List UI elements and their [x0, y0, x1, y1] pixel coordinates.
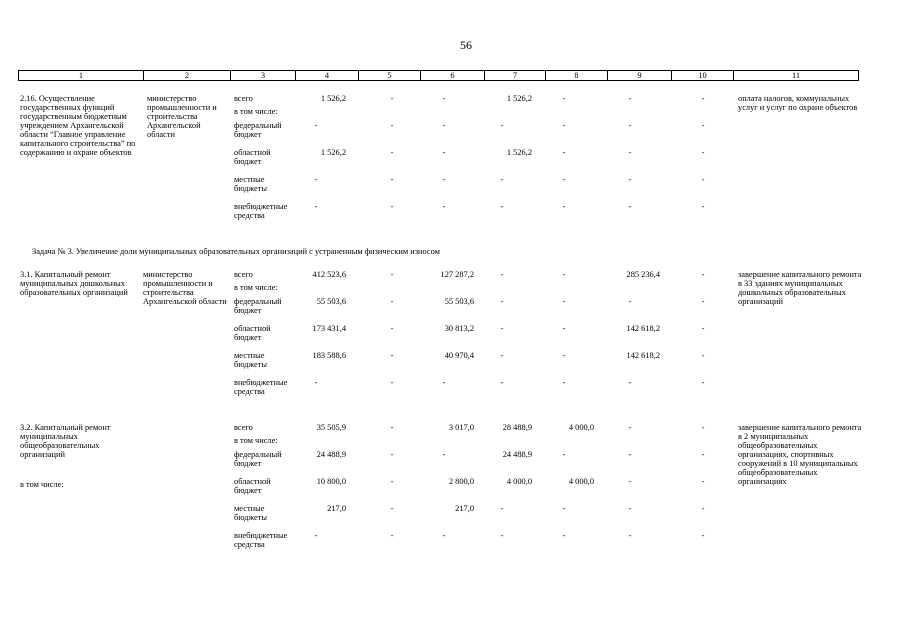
budget-value: 217,0	[327, 504, 346, 513]
budget-value: -	[390, 324, 394, 333]
budget-value: -	[562, 378, 566, 387]
budget-line-label: в том числе:	[234, 107, 278, 116]
row-executor: министерство промышленности и строительства Архангельской области	[147, 94, 217, 139]
budget-value: -	[562, 270, 566, 279]
budget-value: 1 526,2	[320, 94, 346, 103]
budget-value: -	[390, 175, 394, 184]
budget-value: -	[701, 121, 705, 130]
budget-value: -	[442, 94, 446, 103]
budget-value: -	[628, 148, 632, 157]
col-1: 1	[19, 71, 144, 81]
budget-value: -	[500, 324, 504, 333]
budget-line-label: внебюджетные средства	[234, 202, 288, 220]
budget-value: -	[390, 351, 394, 360]
budget-line-label: внебюджетные средства	[234, 378, 288, 396]
row-note: оплата налогов, коммунальных услуг и услуг по охране объектов	[738, 94, 858, 112]
budget-value: -	[562, 175, 566, 184]
budget-value: -	[628, 450, 632, 459]
row-note: завершение капитального ремонта в 33 зданиях муниципальных дошкольных образовательных организаций	[738, 270, 862, 306]
budget-value: -	[562, 324, 566, 333]
budget-value: -	[628, 94, 632, 103]
budget-value: -	[628, 121, 632, 130]
budget-line-label: местные бюджеты	[234, 175, 268, 193]
budget-value: -	[500, 270, 504, 279]
budget-value: -	[628, 297, 632, 306]
budget-value: -	[390, 148, 394, 157]
budget-value: -	[390, 297, 394, 306]
budget-value: -	[500, 175, 504, 184]
budget-value: -	[314, 531, 318, 540]
col-7: 7	[485, 71, 546, 81]
budget-value: -	[562, 121, 566, 130]
budget-value: 35 505,9	[316, 423, 346, 432]
budget-value: 285 236,4	[626, 270, 660, 279]
budget-value: -	[390, 531, 394, 540]
budget-value: -	[314, 378, 318, 387]
budget-value: 40 970,4	[444, 351, 474, 360]
budget-value: -	[390, 270, 394, 279]
budget-value: -	[701, 148, 705, 157]
budget-value: -	[500, 378, 504, 387]
budget-value: -	[314, 175, 318, 184]
budget-value: 1 526,2	[320, 148, 346, 157]
budget-value: 3 017,0	[448, 423, 474, 432]
budget-value: 217,0	[455, 504, 474, 513]
budget-value: -	[500, 297, 504, 306]
budget-value: -	[500, 504, 504, 513]
budget-value: -	[628, 202, 632, 211]
budget-value: -	[390, 121, 394, 130]
page-number: 56	[460, 38, 472, 52]
budget-line-label: всего	[234, 270, 253, 279]
budget-value: -	[701, 94, 705, 103]
budget-value: -	[701, 477, 705, 486]
budget-value: 1 526,2	[506, 148, 532, 157]
budget-value: -	[701, 324, 705, 333]
budget-line-label: областной бюджет	[234, 324, 271, 342]
budget-value: 24 488,9	[316, 450, 346, 459]
budget-line-label: местные бюджеты	[234, 351, 268, 369]
budget-value: -	[314, 202, 318, 211]
budget-value: -	[701, 297, 705, 306]
col-10: 10	[672, 71, 734, 81]
budget-value: 28 488,9	[502, 423, 532, 432]
budget-line-label: местные бюджеты	[234, 504, 268, 522]
budget-value: -	[701, 351, 705, 360]
budget-value: 412 523,6	[312, 270, 346, 279]
row-subtitle: в том числе:	[20, 480, 64, 489]
budget-value: -	[562, 297, 566, 306]
budget-value: -	[390, 378, 394, 387]
task-heading: Задача № 3. Увеличение доли муниципальных образовательных организаций с устраненным физическим износом	[32, 247, 440, 256]
budget-value: -	[701, 450, 705, 459]
budget-value: -	[628, 175, 632, 184]
col-8: 8	[546, 71, 608, 81]
budget-value: -	[390, 94, 394, 103]
row-title: 3.1. Капитальный ремонт муниципальных дошкольных образовательных организаций	[20, 270, 128, 297]
budget-value: 55 503,6	[316, 297, 346, 306]
col-2: 2	[144, 71, 231, 81]
budget-line-label: областной бюджет	[234, 148, 271, 166]
col-3: 3	[231, 71, 296, 81]
budget-value: -	[390, 202, 394, 211]
budget-value: -	[562, 450, 566, 459]
col-9: 9	[608, 71, 672, 81]
budget-value: 127 287,2	[440, 270, 474, 279]
budget-value: 30 813,2	[444, 324, 474, 333]
budget-value: -	[701, 202, 705, 211]
budget-value: -	[442, 531, 446, 540]
col-4: 4	[296, 71, 359, 81]
budget-line-label: федеральный бюджет	[234, 121, 282, 139]
budget-value: 2 800,0	[448, 477, 474, 486]
budget-line-label: в том числе:	[234, 283, 278, 292]
col-5: 5	[359, 71, 421, 81]
budget-value: -	[390, 423, 394, 432]
budget-value: -	[562, 531, 566, 540]
budget-value: -	[442, 378, 446, 387]
budget-value: -	[701, 423, 705, 432]
budget-value: -	[442, 175, 446, 184]
budget-value: 173 431,4	[312, 324, 346, 333]
budget-line-label: областной бюджет	[234, 477, 271, 495]
budget-value: -	[500, 202, 504, 211]
budget-value: -	[562, 94, 566, 103]
budget-value: -	[701, 504, 705, 513]
budget-line-label: внебюджетные средства	[234, 531, 288, 549]
budget-value: -	[562, 148, 566, 157]
budget-value: -	[390, 504, 394, 513]
budget-value: -	[701, 175, 705, 184]
budget-value: -	[562, 202, 566, 211]
budget-value: 55 503,6	[444, 297, 474, 306]
budget-line-label: всего	[234, 94, 253, 103]
budget-value: -	[390, 450, 394, 459]
budget-value: 10 800,0	[316, 477, 346, 486]
budget-line-label: федеральный бюджет	[234, 297, 282, 315]
budget-value: -	[562, 351, 566, 360]
budget-value: -	[628, 504, 632, 513]
budget-value: 4 000,0	[506, 477, 532, 486]
budget-value: -	[701, 270, 705, 279]
budget-value: -	[701, 531, 705, 540]
budget-value: 24 488,9	[502, 450, 532, 459]
budget-line-label: всего	[234, 423, 253, 432]
budget-value: -	[442, 121, 446, 130]
budget-line-label: в том числе:	[234, 436, 278, 445]
budget-value: -	[314, 121, 318, 130]
budget-line-label: федеральный бюджет	[234, 450, 282, 468]
budget-value: -	[701, 378, 705, 387]
budget-value: 142 618,2	[626, 351, 660, 360]
row-executor: министерство промышленности и строительства Архангельской области	[143, 270, 227, 306]
column-header-row	[18, 70, 859, 81]
row-note: завершение капитального ремонта в 2 муниципальных общеобразовательных организациях, спортивных сооружений в 10 муниципальных общеобразовательных организациях	[738, 423, 862, 486]
budget-value: 4 000,0	[568, 477, 594, 486]
budget-value: 4 000,0	[568, 423, 594, 432]
budget-value: -	[442, 450, 446, 459]
col-11: 11	[734, 71, 859, 81]
row-title: 3.2. Капитальный ремонт муниципальных общеобразовательных организаций	[20, 423, 111, 459]
budget-value: 1 526,2	[506, 94, 532, 103]
budget-value: -	[500, 351, 504, 360]
col-6: 6	[421, 71, 485, 81]
budget-value: 142 618,2	[626, 324, 660, 333]
budget-value: -	[628, 378, 632, 387]
budget-value: -	[442, 202, 446, 211]
budget-value: -	[562, 504, 566, 513]
budget-value: -	[500, 121, 504, 130]
budget-value: -	[628, 477, 632, 486]
budget-value: -	[390, 477, 394, 486]
budget-value: -	[628, 423, 632, 432]
budget-value: -	[442, 148, 446, 157]
budget-value: -	[628, 531, 632, 540]
row-title: 2.16. Осуществление государственных функций государственным бюджетным учреждением Архангельской области “Главное управление капитального строительства” по содержанию и охране объектов	[20, 94, 136, 157]
budget-value: -	[500, 531, 504, 540]
budget-value: 183 588,6	[312, 351, 346, 360]
